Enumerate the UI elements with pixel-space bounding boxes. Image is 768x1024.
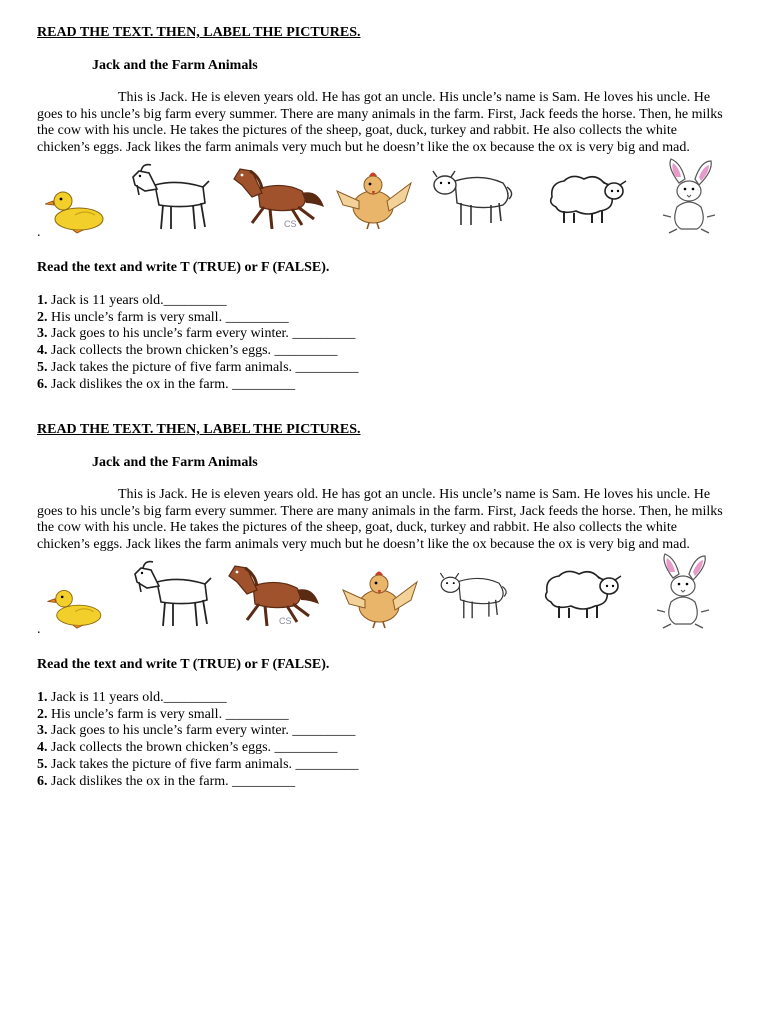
question-text: Jack collects the brown chicken’s eggs. _________: [47, 740, 338, 756]
question-number: 6.: [37, 773, 48, 789]
question-item: [37, 377, 731, 394]
question-number: 2.: [37, 706, 48, 722]
watermark-text: CS: [279, 615, 292, 626]
sheep-icon: [542, 169, 628, 227]
question-item: [37, 707, 731, 724]
question-item: [37, 757, 731, 774]
question-text: His uncle’s farm is very small. _________: [47, 309, 289, 325]
story-title: Jack and the Farm Animals: [92, 58, 258, 73]
question-text: Jack takes the picture of five farm animals. _________: [47, 757, 359, 772]
question-number: 5.: [37, 360, 48, 375]
goat-icon: [127, 163, 213, 233]
questions-title: Read the text and write T (TRUE) or F (FALSE).: [37, 259, 330, 275]
question-number: 2.: [37, 309, 48, 325]
question-number: 5.: [37, 757, 48, 772]
question-item: [37, 690, 731, 707]
cow-icon: [437, 566, 509, 622]
horse-icon: [230, 163, 326, 233]
question-number: 1.: [37, 292, 48, 308]
story-text: This is Jack. He is eleven years old. He has got an uncle. His uncle’s name is Sam. He loves his uncle. He goes to his uncle’s big farm every summer. There are many animals in the farm. First, Jack feeds the horse. Then, he milks the cow with his uncle. He takes the pictures of the sheep, goat, duck, turkey and rabbit. He also collects the white chicken’s eggs. Jack likes the farm animals very much but he doesn’t like the ox because the ox is very big and mad.: [37, 487, 723, 553]
question-number: 3.: [37, 326, 48, 342]
question-text: Jack is 11 years old._________: [47, 689, 227, 705]
horse-icon: [225, 560, 321, 630]
rabbit-icon: [657, 157, 723, 235]
question-item: [37, 310, 731, 327]
question-item: [37, 740, 731, 757]
duck-icon: [45, 584, 107, 630]
question-text: Jack takes the picture of five farm animals. _________: [47, 360, 359, 375]
questions-title: Read the text and write T (TRUE) or F (FALSE).: [37, 656, 330, 672]
question-text: Jack dislikes the ox in the farm. _________: [47, 773, 296, 789]
question-text: His uncle’s farm is very small. _________: [47, 706, 289, 722]
question-text: Jack goes to his uncle’s farm every winter. _________: [47, 326, 356, 342]
question-item: [37, 293, 731, 310]
question-item: [37, 326, 731, 343]
question-number: 3.: [37, 723, 48, 739]
question-number: 4.: [37, 343, 48, 359]
question-item: [37, 723, 731, 740]
story-title: Jack and the Farm Animals: [92, 455, 258, 470]
questions-list: [37, 293, 731, 394]
hen-icon: [333, 167, 415, 233]
cow-icon: [429, 163, 515, 229]
rabbit-icon: [651, 552, 717, 630]
question-number: 6.: [37, 376, 48, 392]
question-number: 4.: [37, 740, 48, 756]
watermark-text: CS: [284, 218, 297, 229]
questions-list: [37, 690, 731, 791]
question-item: [37, 774, 731, 791]
story-text: This is Jack. He is eleven years old. He has got an uncle. His uncle’s name is Sam. He loves his uncle. He goes to his uncle’s big farm every summer. There are many animals in the farm. First, Jack feeds the horse. Then, he milks the cow with his uncle. He takes the pictures of the sheep, goat, duck, turkey and rabbit. He also collects the white chicken’s eggs. Jack likes the farm animals very much but he doesn’t like the ox because the ox is very big and mad.: [37, 90, 723, 156]
animal-pictures: [37, 560, 731, 642]
sheep-icon: [537, 564, 623, 622]
question-item: [37, 360, 731, 377]
question-text: Jack dislikes the ox in the farm. _________: [47, 376, 296, 392]
question-item: [37, 343, 731, 360]
section-heading: READ THE TEXT. THEN, LABEL THE PICTURES.: [37, 422, 361, 437]
section-heading: READ THE TEXT. THEN, LABEL THE PICTURES.: [37, 25, 361, 40]
question-text: Jack goes to his uncle’s farm every winter. _________: [47, 723, 356, 739]
animal-pictures: [37, 163, 731, 245]
question-text: Jack collects the brown chicken’s eggs. _________: [47, 343, 338, 359]
question-text: Jack is 11 years old._________: [47, 292, 227, 308]
duck-icon: [45, 185, 107, 235]
question-number: 1.: [37, 689, 48, 705]
bullet-dot: .: [37, 621, 41, 637]
goat-icon: [129, 560, 215, 630]
worksheet-section: [37, 421, 731, 791]
bullet-dot: .: [37, 224, 41, 240]
worksheet-section: [37, 24, 731, 394]
hen-icon: [339, 566, 421, 632]
